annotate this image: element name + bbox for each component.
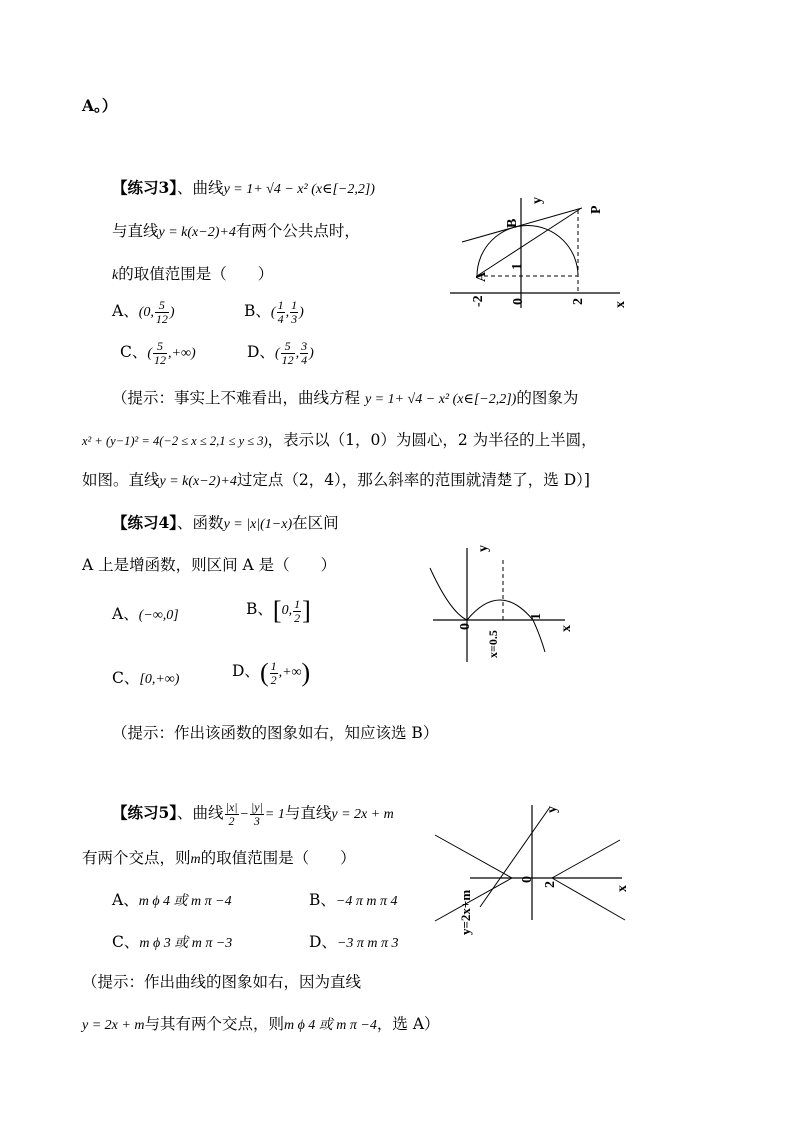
q4-opt-a-value: (−∞,0] bbox=[138, 608, 179, 623]
q5-opt-a-value: m ϕ 4 或 m π −4 bbox=[138, 894, 232, 909]
q3-hint-line3 bbox=[82, 468, 590, 490]
q5-pre: 、曲线 bbox=[177, 804, 224, 822]
q3-label-zero: 0 bbox=[511, 298, 526, 305]
q3-hint3-a: 如图。直线 bbox=[82, 471, 160, 489]
q3-line3-text: 的取值范围是（ ） bbox=[118, 265, 274, 283]
q3-label-B: B bbox=[505, 218, 520, 228]
q4-hint: （提示：作出该函数的图象如右，知应该选 B） bbox=[112, 724, 439, 742]
q3-label-x: x bbox=[613, 301, 628, 308]
q5-line-y2xm bbox=[480, 807, 550, 907]
q3-hint1-a: （提示：事实上不难看出，曲线方程 bbox=[112, 389, 361, 407]
q5-opt-b-label: B、 bbox=[309, 891, 336, 909]
q5-opt-c-value: m ϕ 3 或 m π −3 bbox=[139, 936, 233, 951]
q5-label-two: 2 bbox=[543, 881, 558, 888]
q4-option-b bbox=[246, 596, 311, 626]
q3-label-neg2: -2 bbox=[471, 295, 486, 307]
q5-line2 bbox=[82, 846, 356, 868]
q5-hyperbola-left-upper bbox=[435, 835, 512, 878]
q5-line2-a: 有两个交点，则 bbox=[82, 849, 191, 867]
q5-option-d bbox=[309, 930, 399, 952]
q4-opt-c-label: C、 bbox=[112, 669, 140, 687]
q5-opt-a-label: A、 bbox=[112, 891, 139, 909]
q5-graph bbox=[420, 795, 635, 940]
q3-hint-line1 bbox=[112, 386, 578, 408]
q4-label-y: y bbox=[476, 545, 491, 552]
top-fragment: A。） bbox=[82, 96, 118, 115]
q5-opt-c-label: C、 bbox=[112, 933, 140, 951]
q5-label: 【练习5】 bbox=[112, 803, 178, 822]
q4-label-one: 1 bbox=[529, 613, 544, 620]
q3-hint-line2 bbox=[82, 428, 597, 450]
q3-line2-text: 有两个公共点时， bbox=[235, 222, 360, 240]
q5-option-a bbox=[112, 888, 232, 910]
q4-opt-b-label: B、 bbox=[246, 600, 273, 619]
q5-opt-d-value: −3 π m π 3 bbox=[336, 936, 399, 951]
q3-hint1-b: 的图象为 bbox=[516, 389, 579, 407]
q3-opt-b-value: ( $\frac{1}{4}$ , $\frac{1}{3}$ ) bbox=[270, 298, 304, 327]
q5-label-x: x bbox=[615, 885, 630, 892]
q3-hint1-formula: y = 1+ √4 − x² (x∈[−2,2]) bbox=[364, 392, 517, 407]
q3-label: 【练习3】 bbox=[112, 178, 178, 197]
q4-formula: y = |x|(1−x) bbox=[223, 517, 293, 532]
q4-label: 【练习4】 bbox=[112, 513, 178, 532]
q5-label-zero: 0 bbox=[520, 876, 535, 883]
q3-opt-d-label: D、 bbox=[247, 343, 275, 361]
q3-var-k: k bbox=[112, 268, 119, 283]
q5-line1 bbox=[112, 801, 394, 828]
q3-hint2-formula: x² + (y−1)² = 4(−2 ≤ x ≤ 2,1 ≤ y ≤ 3) bbox=[82, 434, 268, 448]
q5-hyperbola-left-lower bbox=[435, 878, 512, 921]
q3-opt-b-label: B、 bbox=[244, 302, 271, 320]
q5-formula: $\frac{|x|}{2}$ − $\frac{|y|}{3}$ = 1 bbox=[225, 800, 285, 829]
q4-pre: 、函数 bbox=[177, 514, 224, 532]
q5-formula2: y = 2x + m bbox=[331, 807, 394, 822]
q4-line1 bbox=[112, 511, 339, 533]
q3-hint3-b: 过定点（2，4），那么斜率的范围就清楚了，选 D）] bbox=[236, 471, 590, 489]
q4-option-a bbox=[112, 602, 179, 624]
q5-opt-d-label: D、 bbox=[309, 933, 337, 951]
q3-label-two: 2 bbox=[571, 298, 586, 305]
q4-opt-b-value: [0, $\frac{1}{2}$ ] bbox=[272, 596, 311, 625]
q5-line2-b: 的取值范围是（ ） bbox=[200, 849, 356, 867]
q3-opt-a-value: (0, $\frac{5}{12}$ ) bbox=[138, 298, 175, 327]
q4-option-c bbox=[112, 666, 179, 688]
q3-label-y: y bbox=[530, 197, 545, 204]
q5-hyperbola-right-lower bbox=[552, 878, 625, 920]
q3-option-b bbox=[244, 299, 304, 326]
q5-hint2-cond: m ϕ 4 或 m π −4 bbox=[283, 1018, 377, 1033]
q4-line2: A 上是增函数，则区间 A 是（ ） bbox=[82, 556, 337, 574]
q5-hint2-formula: y = 2x + m bbox=[82, 1018, 145, 1033]
q5-hint2-end: ，选 A） bbox=[376, 1015, 440, 1033]
q3-opt-c-value: ( $\frac{5}{12}$ ,+∞) bbox=[147, 339, 196, 368]
q4-post: 在区间 bbox=[292, 514, 339, 532]
q3-opt-c-label: C、 bbox=[120, 343, 148, 361]
q3-line-tangent bbox=[462, 208, 582, 242]
q3-formula: y = 1+ √4 − x² (x∈[−2,2]) bbox=[223, 182, 375, 197]
q3-line-pa bbox=[477, 209, 580, 276]
q3-option-c bbox=[120, 340, 196, 367]
q5-mid: 与直线 bbox=[284, 804, 332, 822]
q5-label-line: y=2x+m bbox=[458, 889, 473, 935]
q3-label-A: A bbox=[474, 271, 489, 282]
q3-hint2-text: ，表示以（1，0）为圆心，2 为半径的上半圆， bbox=[267, 431, 597, 449]
q4-opt-a-label: A、 bbox=[112, 605, 139, 623]
q3-opt-d-value: ( $\frac{5}{12}$ , $\frac{3}{4}$ ) bbox=[274, 339, 314, 368]
q4-label-x05: x=0.5 bbox=[486, 630, 500, 658]
q3-pre: 、曲线 bbox=[177, 179, 224, 197]
q4-option-d bbox=[232, 658, 310, 688]
q3-line2-pre: 与直线 bbox=[112, 222, 159, 240]
q4-graph bbox=[425, 540, 585, 665]
q4-label-x: x bbox=[559, 625, 574, 632]
q5-hint-line2 bbox=[82, 1012, 440, 1034]
q3-hint3-formula: y = k(x−2)+4 bbox=[159, 474, 237, 489]
q3-line1 bbox=[112, 176, 375, 198]
q5-label-y: y bbox=[545, 806, 560, 813]
q5-opt-b-value: −4 π m π 4 bbox=[335, 894, 398, 909]
q4-label-zero: 0 bbox=[458, 623, 473, 630]
q3-line2-formula: y = k(x−2)+4 bbox=[158, 225, 236, 240]
q5-hint2-text: 与其有两个交点，则 bbox=[144, 1015, 284, 1033]
q5-hint-line1: （提示：作出曲线的图象如右，因为直线 bbox=[82, 973, 362, 991]
q3-line2 bbox=[112, 219, 360, 241]
q3-option-d bbox=[247, 340, 314, 367]
q3-graph bbox=[440, 190, 640, 315]
q5-var-m: m bbox=[190, 852, 201, 867]
q4-opt-c-value: [0,+∞) bbox=[139, 672, 180, 687]
q4-opt-d-label: D、 bbox=[232, 662, 260, 681]
q5-option-c bbox=[112, 930, 232, 952]
q3-opt-a-label: A、 bbox=[112, 302, 139, 320]
q4-opt-d-value: ( $\frac{1}{2}$ ,+∞) bbox=[259, 658, 311, 687]
q3-label-P: P bbox=[589, 205, 604, 214]
q3-line3 bbox=[112, 262, 273, 284]
q5-hyperbola-right-upper bbox=[552, 840, 620, 878]
q3-label-one: 1 bbox=[510, 263, 525, 270]
q5-option-b bbox=[309, 888, 397, 910]
q3-option-a bbox=[112, 299, 175, 326]
